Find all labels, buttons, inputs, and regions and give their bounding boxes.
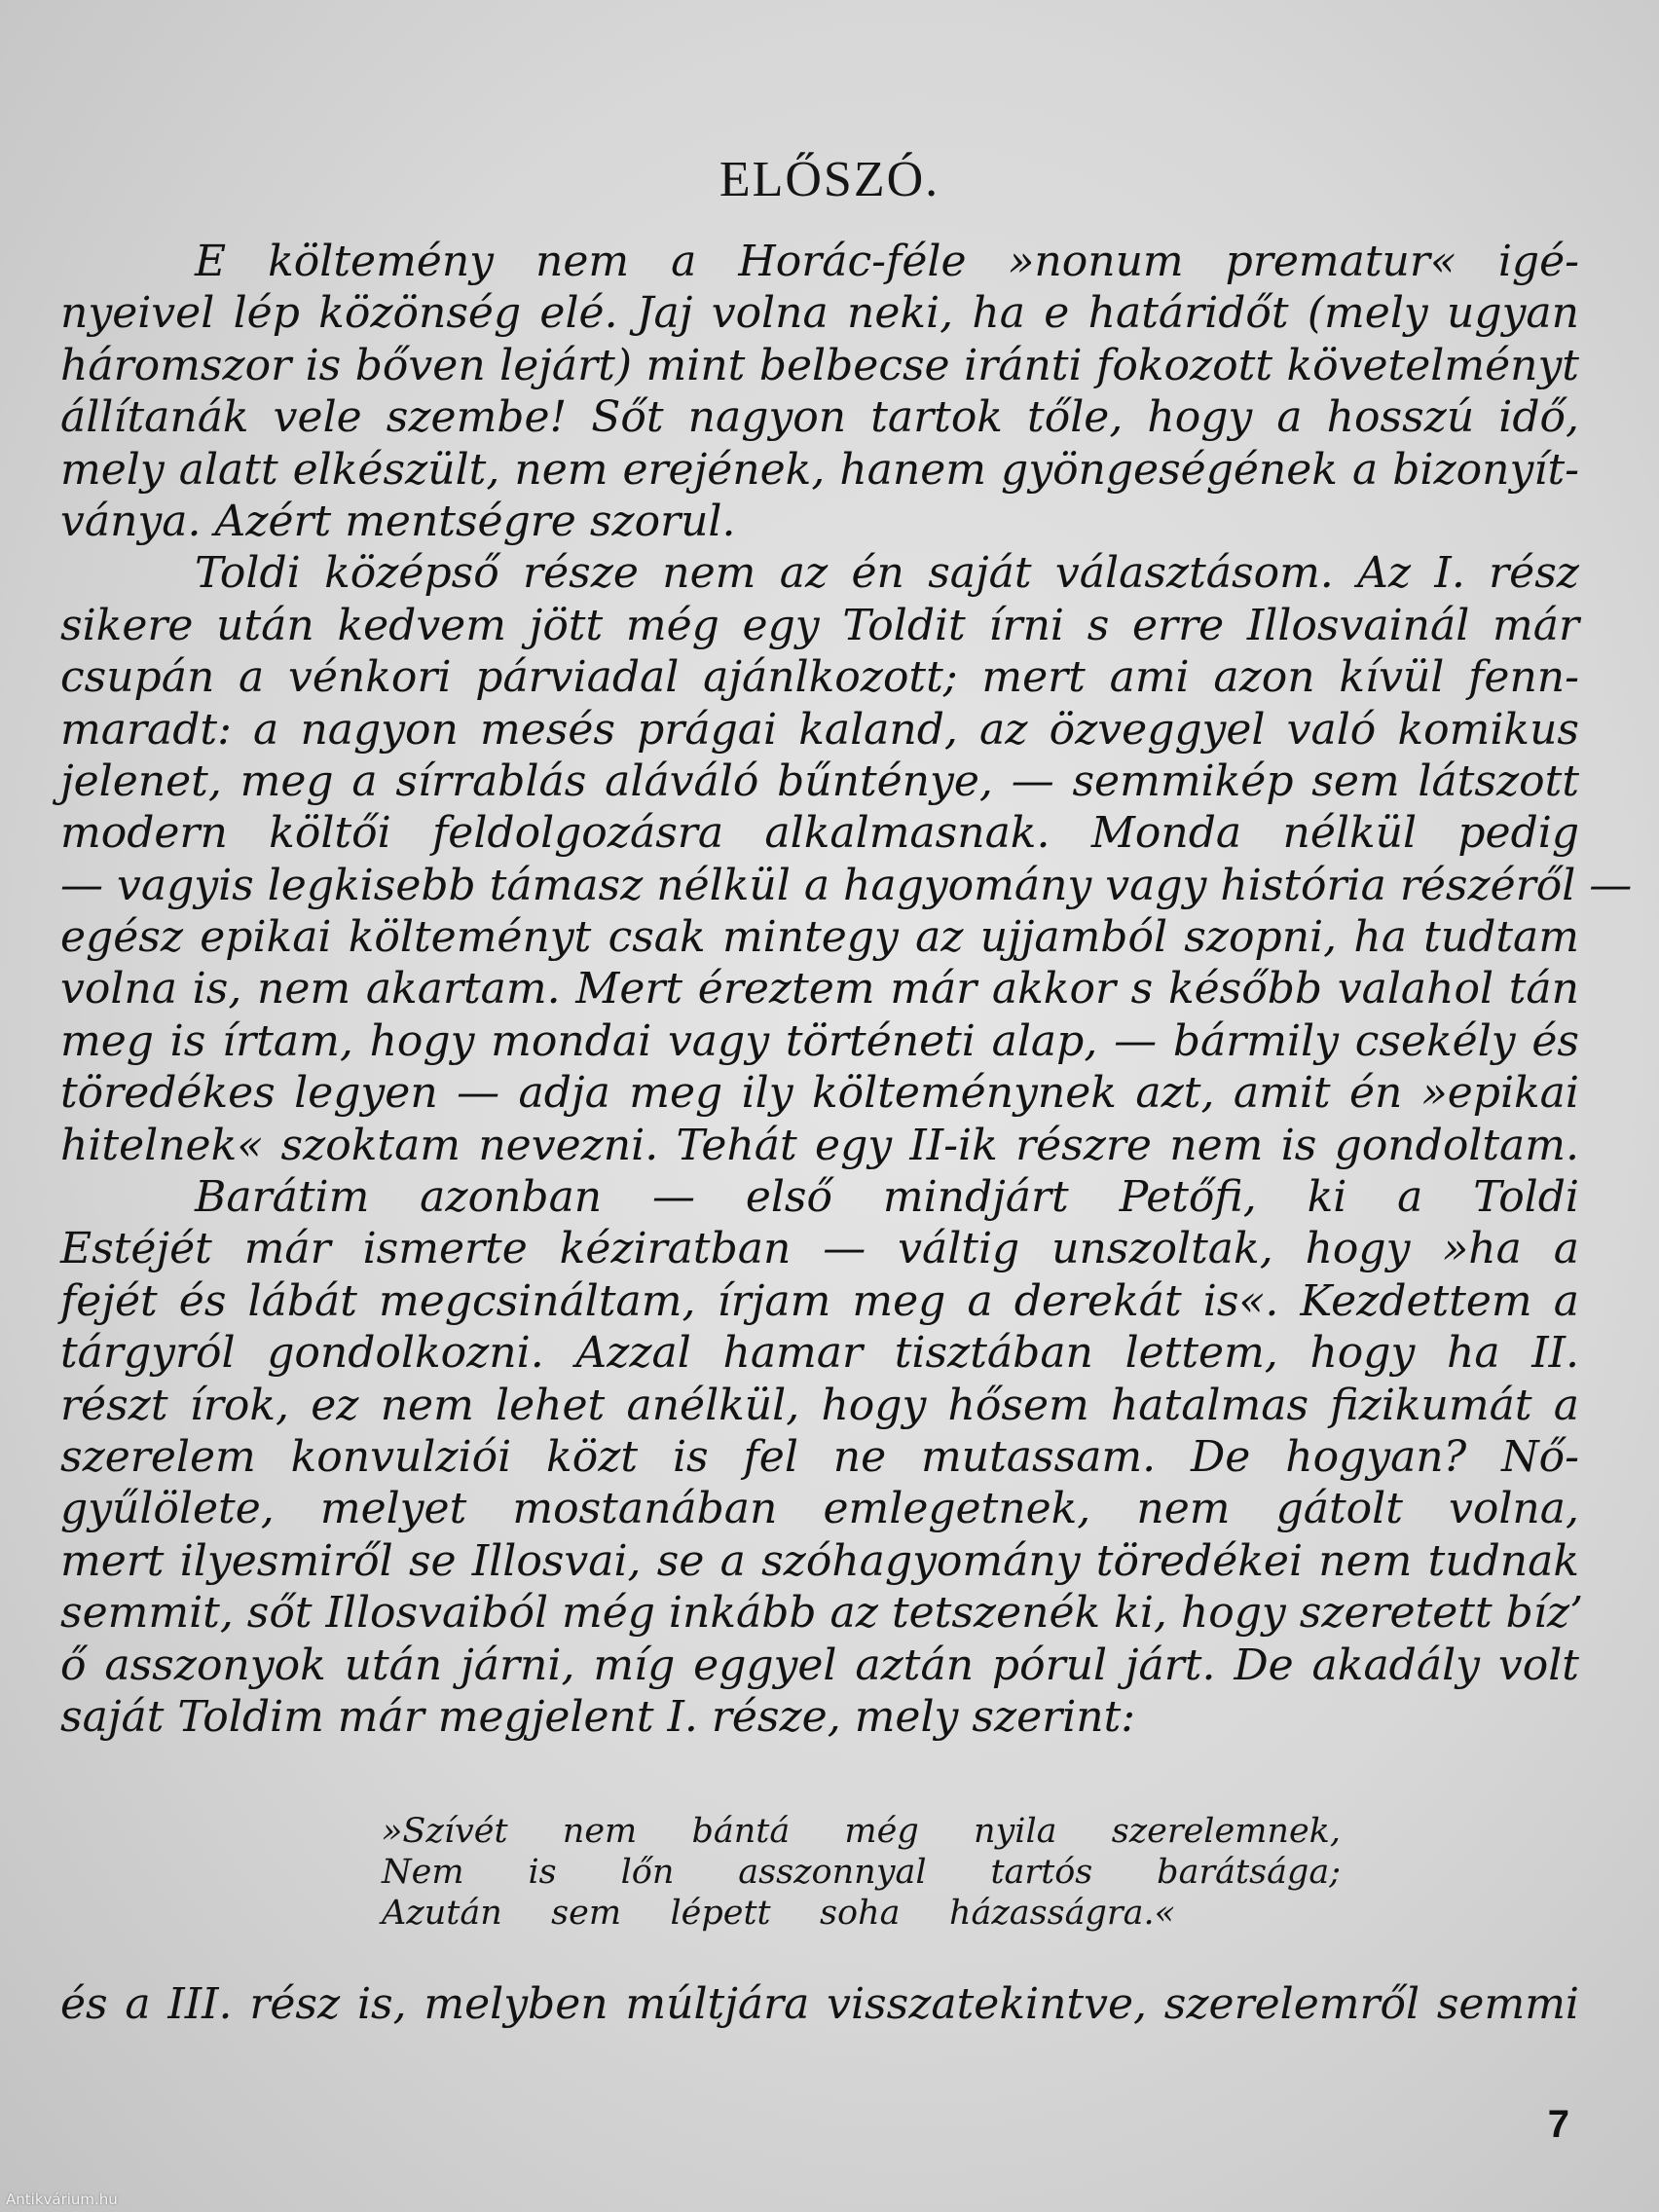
page-title: ELŐSZÓ. [719,151,940,207]
quote-line: »Szívét nem bántá még nyila szerelemnek, [382,1812,1341,1851]
text-line: csupán a vénkori párviadal ajánlkozott; mert ami azon kívül fenn- [60,652,1579,703]
text-line: Estéjét már ismerte kéziratban — váltig unszoltak, hogy »ha a [60,1224,1579,1274]
text-line: semmit, sőt Illosvaiból még inkább az tetszenék ki, hogy szeretett bíz’ [60,1588,1584,1639]
text-line: Barátim azonban — első mindjárt Petőfi, ki a Toldi [195,1172,1579,1223]
text-line: E költemény nem a Horác-féle »nonum prematur« igé- [195,237,1579,286]
text-line: fejét és lábát megcsináltam, írjam meg a derekát is«. Kezdettem a [60,1275,1579,1326]
text-line: sikere után kedvem jött még egy Toldit írni s erre Illosvainál már [60,600,1579,650]
text-line: mely alatt elkészült, nem erejének, hanem gyöngeségének a bizonyít- [60,444,1579,495]
text-line: ványa. Azért mentségre szorul. [60,496,736,546]
text-line: mert ilyesmiről se Illosvai, se a szóhagyomány töredékei nem tudnak [60,1535,1579,1586]
text-line: Toldi középső része nem az én saját választásom. Az I. rész [195,548,1579,599]
text-line: hitelnek« szoktam nevezni. Tehát egy II-ik részre nem is gondoltam. [60,1120,1579,1170]
text-line: állítanák vele szembe! Sőt nagyon tartok tőle, hogy a hosszú idő, [60,392,1579,443]
text-line: — vagyis legkisebb támasz nélkül a hagyomány vagy história részéről — [60,860,1633,910]
text-line: gyűlölete, melyet mostanában emlegetnek, nem gátolt volna, [60,1484,1579,1534]
preface-body [60,236,1633,1743]
text-line: nyeivel lép közönség elé. Jaj volna neki, ha e határidőt (mely ugyan [60,288,1579,339]
text-line: egész epikai költeményt csak mintegy az ujjamból szopni, ha tudtam [60,912,1579,963]
text-line: töredékes legyen — adja meg ily költeménynek azt, amit én »epikai [60,1068,1579,1119]
text-line: részt írok, ez nem lehet anélkül, hogy hősem hatalmas fizikumát a [60,1380,1579,1430]
text-line: háromszor is bőven lejárt) mint belbecse iránti fokozott követelményt [60,340,1579,390]
text-line: volna is, nem akartam. Mert éreztem már akkor s később valahol tán [60,964,1579,1014]
page-number: 7 [1547,2103,1569,2146]
verse-quote [382,1811,1341,1934]
text-line: saját Toldim már megjelent I. része, mely szerint: [60,1691,1136,1742]
watermark: Antikvárium.hu [6,2191,118,2208]
text-line: szerelem konvulziói közt is fel ne mutassam. De hogyan? Nő- [60,1431,1579,1482]
quote-line: Nem is lőn asszonnyal tartós barátsága; [382,1853,1341,1892]
text-line: maradt: a nagyon mesés prágai kaland, az özveggyel való komikus [60,704,1579,755]
quote-line: Azután sem lépett soha házasságra.« [382,1894,1175,1933]
continuation-line: és a III. rész is, melyben múltjára visszatekintve, szerelemről semmi [60,1979,1579,2029]
text-line: meg is írtam, hogy mondai vagy történeti alap, — bármily csekély és [60,1015,1579,1066]
text-line: modern költői feldolgozásra alkalmasnak. Monda nélkül pedig [60,808,1579,859]
text-line: jelenet, meg a sírrablás aláváló bűnténye, — semmikép sem látszott [60,756,1579,806]
text-line: tárgyról gondolkozni. Azzal hamar tisztában lettem, hogy ha II. [60,1328,1579,1379]
text-line: ő asszonyok után járni, míg eggyel aztán pórul járt. De akadály volt [60,1640,1579,1690]
